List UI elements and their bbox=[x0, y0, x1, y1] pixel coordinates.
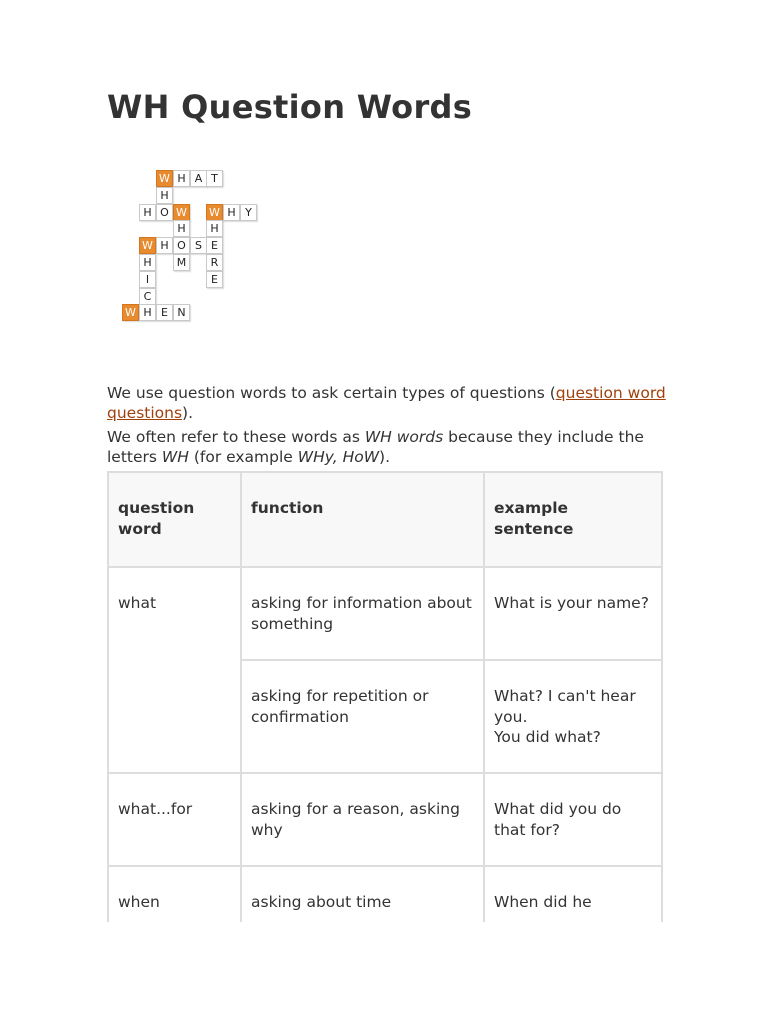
example-line: What? I can't hear you. bbox=[494, 687, 636, 726]
letter-tile: T bbox=[206, 170, 223, 187]
cell-function: asking for repetition or confirmation bbox=[241, 660, 484, 773]
question-word-questions-link[interactable]: question word questions bbox=[107, 384, 666, 422]
letter-tile: S bbox=[190, 237, 207, 254]
cell-example: What did you do that for? bbox=[484, 773, 662, 866]
header-function: function bbox=[241, 472, 484, 567]
letter-tile: W bbox=[206, 204, 223, 221]
cell-question-word: what...for bbox=[108, 773, 241, 866]
cell-function: asking about time bbox=[241, 866, 484, 922]
letter-tile: O bbox=[156, 204, 173, 221]
letter-tile: H bbox=[173, 170, 190, 187]
cell-question-word: what bbox=[108, 567, 241, 773]
letter-tile: M bbox=[173, 254, 190, 271]
letter-tile: H bbox=[223, 204, 240, 221]
letter-tile: H bbox=[206, 220, 223, 237]
letter-tile: C bbox=[139, 288, 156, 305]
letter-tile: O bbox=[173, 237, 190, 254]
letter-tile: Y bbox=[240, 204, 257, 221]
cell-question-word: when bbox=[108, 866, 241, 922]
letter-tile: W bbox=[173, 204, 190, 221]
header-example-sentence: example sentence bbox=[484, 472, 662, 567]
intro-emphasis: WH bbox=[161, 448, 189, 466]
letter-tile: H bbox=[139, 254, 156, 271]
letter-tile: R bbox=[206, 254, 223, 271]
letter-tile: H bbox=[139, 304, 156, 321]
cell-function: asking for a reason, asking why bbox=[241, 773, 484, 866]
cell-function: asking for information about something bbox=[241, 567, 484, 660]
intro-text: We often refer to these words as bbox=[107, 428, 365, 446]
header-question-word: question word bbox=[108, 472, 241, 567]
table-row bbox=[108, 567, 662, 660]
letter-tile: H bbox=[156, 237, 173, 254]
intro-text: (for example bbox=[188, 448, 298, 466]
intro-text-end: ). bbox=[182, 404, 194, 422]
intro-text: We use question words to ask certain types of questions ( bbox=[107, 384, 556, 402]
example-line: You did what? bbox=[494, 728, 601, 746]
wh-words-table bbox=[107, 471, 663, 922]
letter-tile: W bbox=[122, 304, 139, 321]
intro-emphasis: WH words bbox=[364, 428, 444, 446]
cell-example: When did he bbox=[484, 866, 662, 922]
letter-tile: E bbox=[206, 271, 223, 288]
letter-tile: H bbox=[156, 187, 173, 204]
letter-tile: A bbox=[190, 170, 207, 187]
page-title: WH Question Words bbox=[107, 88, 473, 126]
letter-tile: E bbox=[206, 237, 223, 254]
intro-emphasis: WHy, HoW bbox=[297, 448, 380, 466]
letter-tile: I bbox=[139, 271, 156, 288]
cell-example: What is your name? bbox=[484, 567, 662, 660]
letter-tile: W bbox=[139, 237, 156, 254]
cell-example bbox=[484, 660, 662, 773]
letter-tile: H bbox=[173, 220, 190, 237]
table-header-row bbox=[108, 472, 662, 567]
letter-tile: N bbox=[173, 304, 190, 321]
letter-tile: E bbox=[156, 304, 173, 321]
table-row bbox=[108, 773, 662, 866]
intro-text: ). bbox=[379, 448, 391, 466]
letter-tile: H bbox=[139, 204, 156, 221]
letter-tile: W bbox=[156, 170, 173, 187]
intro-text: because they include the letters bbox=[107, 428, 644, 466]
table-row bbox=[108, 866, 662, 922]
